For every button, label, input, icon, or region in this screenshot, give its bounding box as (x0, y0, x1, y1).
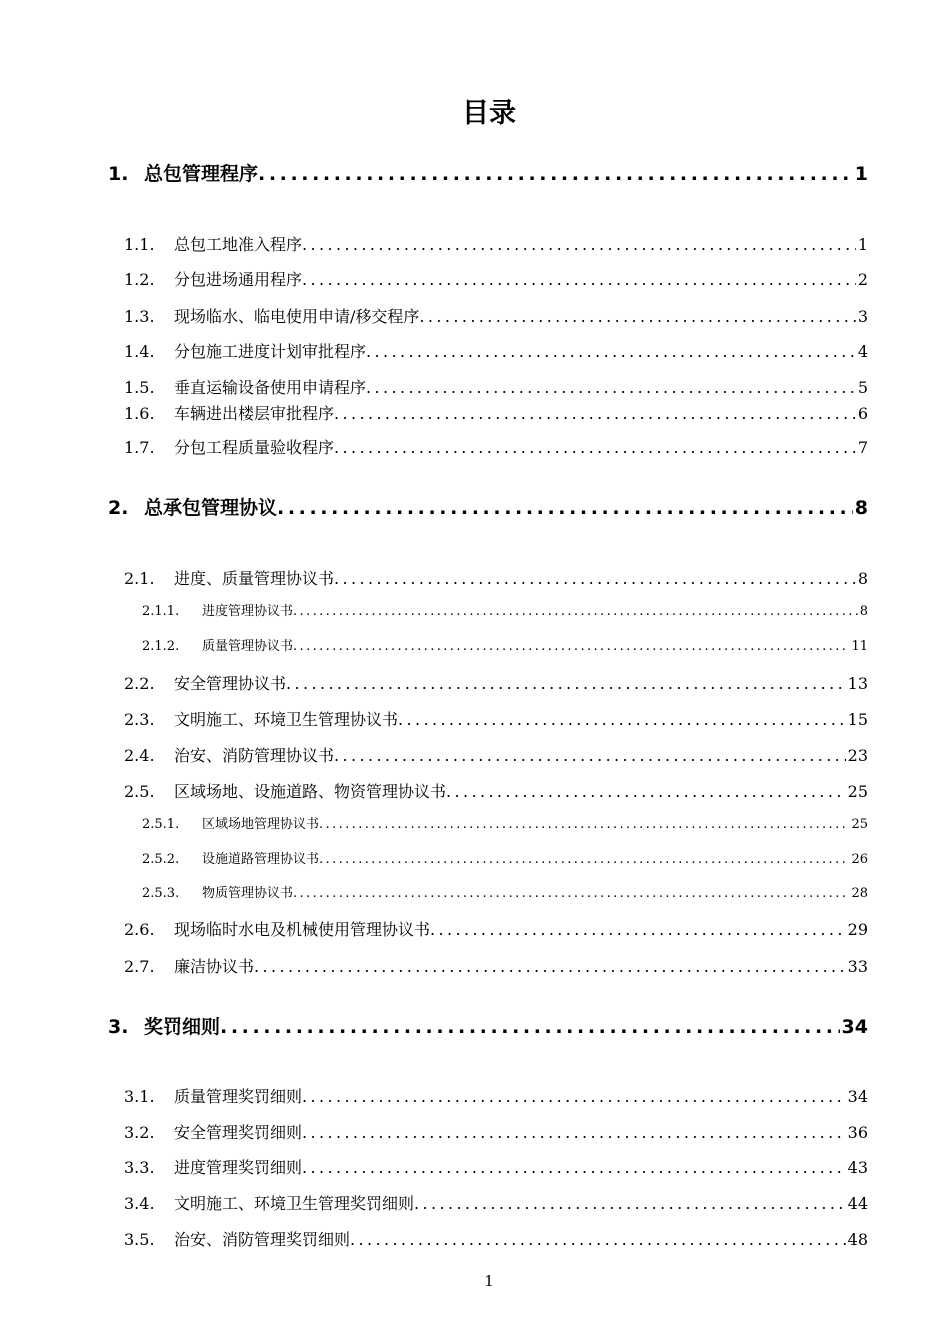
toc-entry-page: 23 (847, 746, 868, 765)
toc-entry-text: 廉洁协议书 (174, 957, 255, 976)
toc-dot-leader (293, 602, 858, 622)
toc-dot-leader (334, 402, 856, 426)
toc-entry-number: 2.1.1. (142, 604, 180, 619)
toc-dot-leader (414, 1192, 846, 1216)
toc-entry-number: 3.5. (124, 1230, 155, 1249)
toc-entry-text: 现场临水、临电使用申请/移交程序 (174, 307, 420, 326)
toc-entry-number: 1.2. (124, 270, 155, 289)
toc-entry-page: 43 (847, 1158, 868, 1177)
toc-entry-label (124, 708, 398, 732)
toc-entry-page: 4 (857, 342, 868, 361)
toc-entry-level-2[interactable] (124, 1121, 868, 1145)
toc-entry-label (142, 637, 293, 657)
toc-entry-level-2[interactable] (124, 955, 868, 979)
toc-entry-number: 2.4. (124, 746, 155, 765)
toc-entry-page: 26 (851, 852, 868, 867)
toc-entry-label (124, 402, 334, 426)
toc-entry-number: 2.2. (124, 674, 155, 693)
toc-entry-label (124, 780, 446, 804)
toc-entry-number: 2.1. (124, 569, 155, 588)
toc-entry-text: 总承包管理协议 (144, 497, 278, 519)
toc-dot-leader (293, 637, 849, 657)
toc-entry-number: 2.7. (124, 957, 155, 976)
toc-entry-level-2[interactable] (124, 1192, 868, 1216)
toc-entry-label (142, 602, 293, 622)
toc-entry-label (108, 160, 258, 188)
toc-entry-text: 现场临时水电及机械使用管理协议书 (174, 920, 431, 939)
toc-entry-level-3[interactable] (142, 602, 868, 622)
toc-dot-leader (398, 708, 846, 732)
toc-entry-number: 1.1. (124, 235, 155, 254)
toc-entry-text: 进度、质量管理协议书 (174, 569, 335, 588)
toc-entry-level-2[interactable] (124, 1156, 868, 1180)
toc-entry-text: 进度管理奖罚细则 (174, 1158, 303, 1177)
toc-entry-label (108, 1013, 220, 1041)
toc-entry-text: 设施道路管理协议书 (202, 852, 320, 867)
toc-entry-number: 1.7. (124, 438, 155, 457)
toc-entry-text: 安全管理奖罚细则 (174, 1123, 303, 1142)
toc-entry-level-2[interactable] (124, 567, 868, 591)
toc-dot-leader (286, 672, 846, 696)
toc-entry-text: 奖罚细则 (144, 1016, 221, 1038)
toc-entry-level-2[interactable] (124, 1085, 868, 1109)
toc-dot-leader (334, 744, 846, 768)
toc-entry-number: 1.3. (124, 307, 155, 326)
toc-entry-text: 质量管理奖罚细则 (174, 1087, 303, 1106)
toc-dot-leader (319, 815, 849, 835)
toc-entry-page: 28 (851, 886, 868, 901)
toc-entry-text: 分包施工进度计划审批程序 (174, 342, 367, 361)
toc-entry-number: 3.4. (124, 1194, 155, 1213)
toc-entry-number: 3. (108, 1016, 129, 1038)
toc-entry-label (124, 1156, 302, 1180)
toc-entry-label (124, 955, 254, 979)
toc-entry-level-2[interactable] (124, 233, 868, 257)
toc-entry-level-3[interactable] (142, 815, 868, 835)
toc-dot-leader (302, 233, 856, 257)
toc-entry-number: 2.6. (124, 920, 155, 939)
toc-entry-number: 3.2. (124, 1123, 155, 1142)
toc-entry-label (124, 268, 302, 292)
toc-entry-page: 34 (847, 1087, 868, 1106)
toc-entry-level-2[interactable] (124, 436, 868, 460)
toc-dot-leader (258, 160, 853, 188)
toc-entry-page: 6 (857, 404, 868, 423)
toc-entry-level-2[interactable] (124, 744, 868, 768)
toc-entry-level-3[interactable] (142, 884, 868, 904)
toc-entry-page: 8 (854, 497, 868, 519)
toc-dot-leader (319, 850, 849, 870)
toc-dot-leader (302, 1156, 846, 1180)
toc-entry-page: 44 (847, 1194, 868, 1213)
toc-entry-number: 1.5. (124, 378, 155, 397)
toc-dot-leader (334, 567, 856, 591)
toc-entry-page: 36 (847, 1123, 868, 1142)
toc-entry-number: 2.5. (124, 782, 155, 801)
toc-entry-label (124, 1228, 350, 1252)
toc-entry-page: 1 (854, 163, 868, 185)
toc-entry-label (124, 1192, 414, 1216)
toc-dot-leader (302, 1085, 846, 1109)
toc-entry-page: 33 (847, 957, 868, 976)
toc-entry-text: 质量管理协议书 (202, 639, 294, 654)
toc-entry-page: 1 (857, 235, 868, 254)
toc-dot-leader (220, 1013, 840, 1041)
toc-dot-leader (277, 494, 853, 522)
toc-entry-text: 分包进场通用程序 (174, 270, 303, 289)
toc-entry-number: 3.1. (124, 1087, 155, 1106)
toc-entry-number: 2. (108, 497, 129, 519)
toc-dot-leader (446, 780, 846, 804)
toc-entry-label (124, 376, 366, 400)
toc-entry-level-2[interactable] (124, 305, 868, 329)
toc-entry-level-2[interactable] (124, 672, 868, 696)
toc-entry-level-1[interactable] (108, 494, 868, 522)
toc-entry-label (124, 672, 286, 696)
toc-entry-label (124, 1085, 302, 1109)
toc-entry-level-2[interactable] (124, 402, 868, 426)
toc-entry-level-2[interactable] (124, 376, 868, 400)
toc-dot-leader (254, 955, 846, 979)
toc-entry-label (124, 918, 430, 942)
toc-entry-number: 1.4. (124, 342, 155, 361)
toc-dot-leader (334, 436, 856, 460)
toc-entry-label (124, 436, 334, 460)
toc-dot-leader (293, 884, 849, 904)
toc-entry-level-2[interactable] (124, 340, 868, 364)
toc-entry-label (124, 1121, 302, 1145)
toc-entry-label (124, 233, 302, 257)
toc-dot-leader (350, 1228, 846, 1252)
toc-dot-leader (302, 1121, 846, 1145)
toc-entry-text: 车辆进出楼层审批程序 (174, 404, 335, 423)
toc-entry-text: 安全管理协议书 (174, 674, 287, 693)
toc-entry-page: 48 (847, 1230, 868, 1249)
toc-entry-text: 分包工程质量验收程序 (174, 438, 335, 457)
toc-entry-text: 进度管理协议书 (202, 604, 294, 619)
toc-entry-level-1[interactable] (108, 160, 868, 188)
toc-entry-level-2[interactable] (124, 918, 868, 942)
toc-dot-leader (366, 376, 856, 400)
toc-entry-label (124, 744, 334, 768)
toc-entry-level-3[interactable] (142, 637, 868, 657)
toc-entry-text: 文明施工、环境卫生管理协议书 (174, 710, 399, 729)
toc-dot-leader (302, 268, 856, 292)
toc-entry-level-2[interactable] (124, 780, 868, 804)
toc-entry-level-2[interactable] (124, 268, 868, 292)
toc-entry-page: 3 (857, 307, 868, 326)
toc-entry-number: 1. (108, 163, 129, 185)
toc-entry-page: 11 (851, 639, 868, 654)
toc-entry-level-2[interactable] (124, 1228, 868, 1252)
toc-entry-level-2[interactable] (124, 708, 868, 732)
toc-entry-label (124, 567, 334, 591)
toc-entry-page: 15 (847, 710, 868, 729)
toc-entry-label (124, 340, 366, 364)
toc-entry-text: 总包管理程序 (144, 163, 259, 185)
toc-dot-leader (419, 305, 855, 329)
toc-entry-text: 区域场地、设施道路、物资管理协议书 (174, 782, 447, 801)
toc-entry-page: 34 (841, 1016, 868, 1038)
toc-entry-number: 2.3. (124, 710, 155, 729)
toc-entry-page: 8 (859, 604, 868, 619)
toc-entry-page: 7 (857, 438, 868, 457)
toc-entry-text: 物质管理协议书 (202, 886, 294, 901)
toc-entry-label (142, 884, 293, 904)
toc-dot-leader (366, 340, 856, 364)
toc-entry-text: 文明施工、环境卫生管理奖罚细则 (174, 1194, 415, 1213)
toc-entry-page: 8 (857, 569, 868, 588)
toc-entry-text: 治安、消防管理协议书 (174, 746, 335, 765)
toc-dot-leader (430, 918, 846, 942)
toc-entry-page: 5 (857, 378, 868, 397)
toc-entry-page: 25 (847, 782, 868, 801)
toc-entry-page: 13 (847, 674, 868, 693)
toc-entry-number: 1.6. (124, 404, 155, 423)
toc-entry-text: 总包工地准入程序 (174, 235, 303, 254)
toc-entry-label (108, 494, 277, 522)
toc-entry-level-1[interactable] (108, 1013, 868, 1041)
toc-entry-page: 29 (847, 920, 868, 939)
toc-entry-number: 2.5.3. (142, 886, 180, 901)
toc-entry-number: 2.5.2. (142, 852, 180, 867)
toc-entry-page: 25 (851, 817, 868, 832)
toc-entry-number: 2.1.2. (142, 639, 180, 654)
toc-entry-number: 3.3. (124, 1158, 155, 1177)
page-number: 1 (484, 1272, 494, 1290)
toc-entry-label (124, 305, 419, 329)
toc-entry-page: 2 (857, 270, 868, 289)
toc-entry-label (142, 850, 319, 870)
toc-entry-text: 垂直运输设备使用申请程序 (174, 378, 367, 397)
toc-entry-text: 区域场地管理协议书 (202, 817, 320, 832)
toc-entry-text: 治安、消防管理奖罚细则 (174, 1230, 351, 1249)
toc-entry-label (142, 815, 319, 835)
toc-entry-number: 2.5.1. (142, 817, 180, 832)
page-title: 目录 (462, 98, 516, 129)
toc-entry-level-3[interactable] (142, 850, 868, 870)
